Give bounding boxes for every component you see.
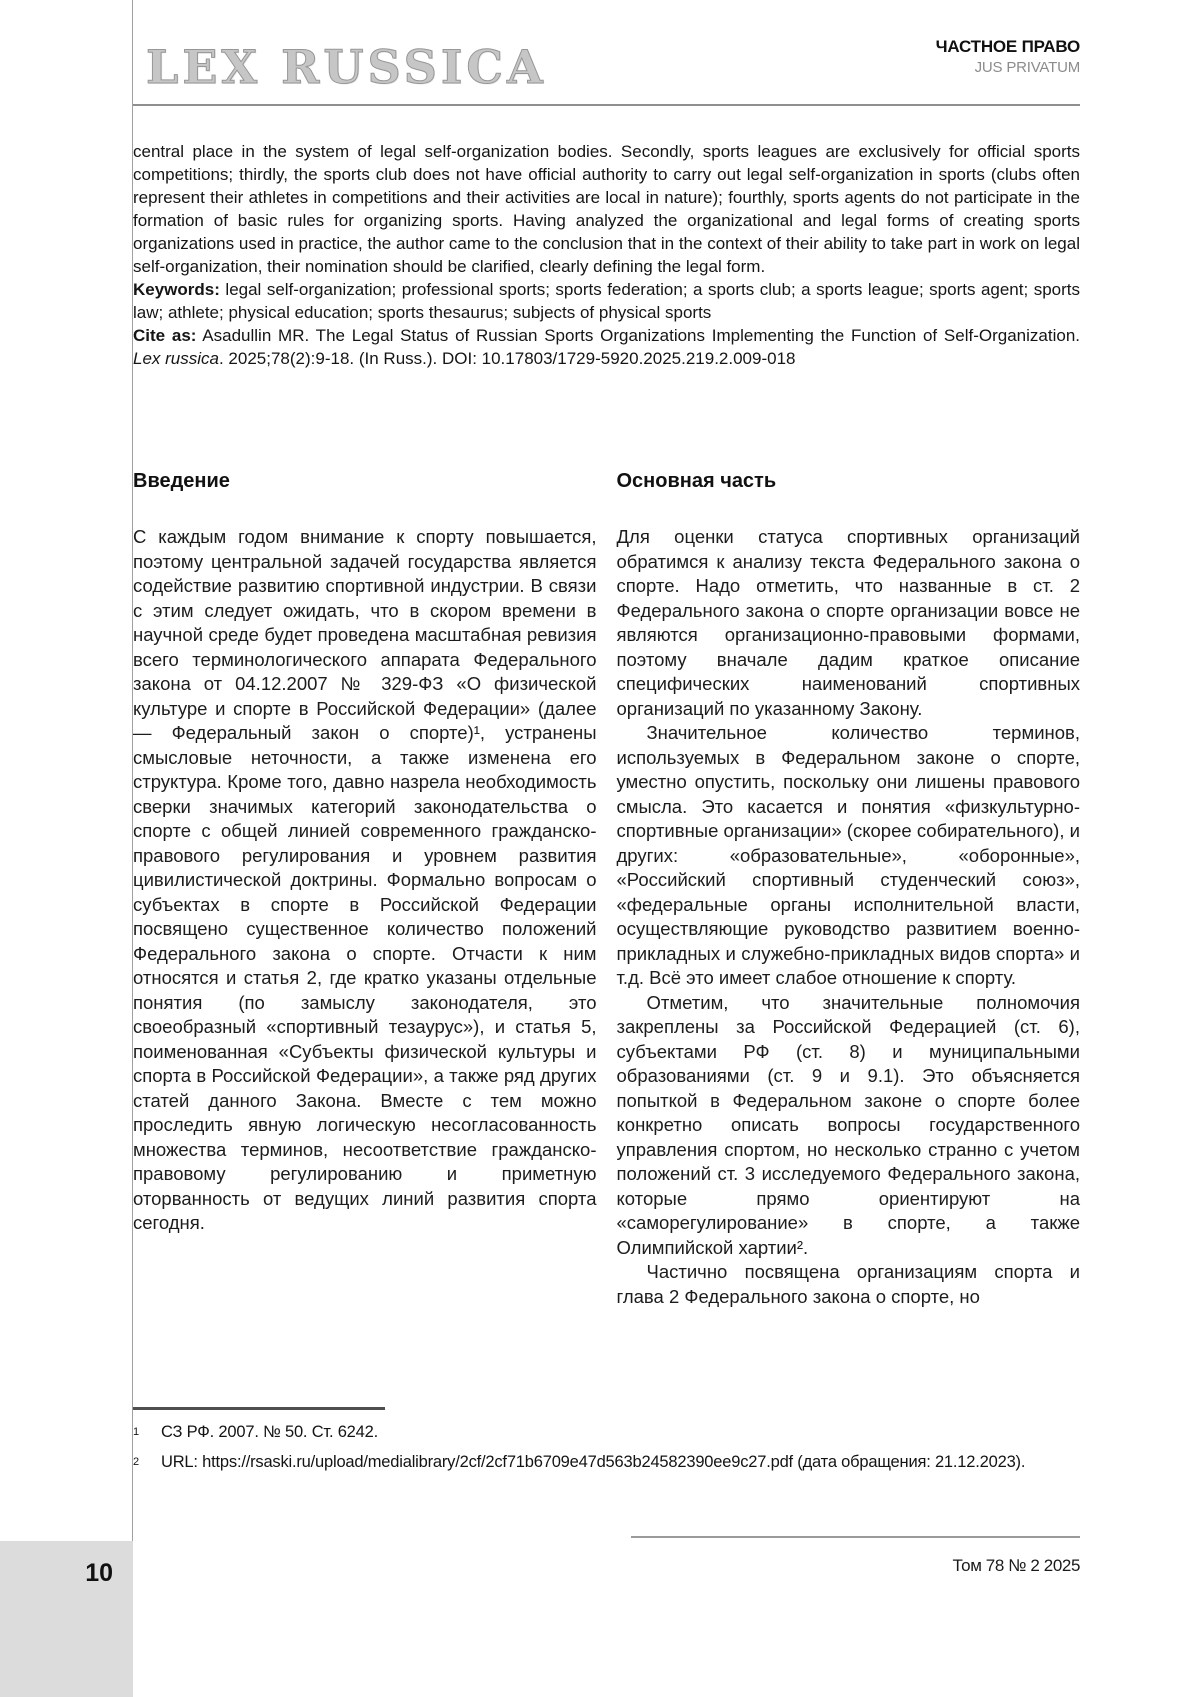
footnote-text: URL: https://rsaski.ru/upload/medialibrary/2cf/2cf71b6709e47d563b24582390ee9c27.pdf (дата обращения: 21.12.2023). (161, 1452, 1026, 1471)
abstract-text: central place in the system of legal self-organization bodies. Secondly, sports leagues are exclusively for official sports competitions; thirdly, the sports club does not have official authority to carry out legal self-organization in sports (clubs often represent their athletes in competitions and their activities are local in nature); fourthly, sports agents do not participate in the formation of basic rules for organizing sports. Having analyzed the organizational and legal forms of creating sports organizations used in practice, the author came to the conclusion that in the context of their ability to take part in work on legal self-organization, their nomination should be clarified, clearly defining the legal form. (133, 142, 1080, 276)
keywords-line (133, 278, 1080, 324)
footnotes-block (133, 1420, 1080, 1479)
cite-text-1: Asadullin MR. The Legal Status of Russian Sports Organizations Implementing the Function of Self-Organization. (196, 326, 1080, 345)
footnote-item (133, 1420, 1080, 1450)
cite-text-2: . 2025;78(2):9-18. (In Russ.). DOI: 10.17803/1729-5920.2025.219.2.009-018 (218, 349, 796, 368)
cite-line (133, 324, 1080, 370)
main-part-paragraph: Значительное количество терминов, используемых в Федеральном законе о спорте, уместно опустить, поскольку они лишены правового смысла. Это касается и понятия «физкультурно-спортивные организации» (скорее собирательного), и других: «образовательные», «оборонные», «Российский спортивный студенческий союз», «федеральные органы исполнительной власти, осуществляющие руководство развитием военно-прикладных и служебно-прикладных видов спорта» и т.д. Всё это имеет слабое отношение к спорту. (616, 722, 1080, 988)
main-part-paragraph: Отметим, что значительные полномочия закреплены за Российской Федерацией (ст. 6), субъектами РФ (ст. 8) и муниципальными образованиями (ст. 9 и 9.1). Это объясняется попыткой в Федеральном законе о спорте более конкретно описать вопросы государственного управления спортом, но несколько странно с учетом положений ст. 3 исследуемого Федерального закона, которые прямо ориентируют на «саморегулирование» в спорте, а также Олимпийской хартии². (616, 991, 1080, 1258)
article-body (133, 470, 1080, 1309)
main-part-paragraph: Частично посвящена организациям спорта и глава 2 Федерального закона о спорте, но (616, 1261, 1080, 1307)
rubric-block (936, 36, 1080, 78)
footnote-item (133, 1450, 1080, 1480)
issue-label: Том 78 № 2 2025 (952, 1556, 1080, 1575)
footnote-marker: 2 (133, 1455, 140, 1468)
rubric-la: JUS PRIVATUM (974, 59, 1080, 77)
column-main-part (617, 470, 1081, 1309)
footnote-marker: 1 (133, 1426, 140, 1438)
cite-journal-italic: Lex russica (133, 349, 219, 368)
main-part-paragraph: Для оценки статуса спортивных организаций обратимся к анализу текста Федерального закона о спорте. Надо отметить, что названные в ст. 2 Федерального закона о спорте организации вовсе не являются организационно-правовыми формами, поэтому вначале дадим краткое описание специфических наименований спортивных организаций по указанному Закону. (616, 526, 1080, 719)
section-heading-main-part: Основная часть (616, 470, 777, 492)
header-rule (133, 104, 1080, 106)
rubric-ru: ЧАСТНОЕ ПРАВО (935, 37, 1080, 56)
journal-logo: LEX RUSSICA (146, 40, 547, 94)
introduction-paragraph: С каждым годом внимание к спорту повышается, поэтому центральной задачей государства является содействие развитию спортивной индустрии. В связи с этим следует ожидать, что в скором времени в научной среде будет проведена масштабная ревизия всего терминологического аппарата Федерального закона от 04.12.2007 № 329-ФЗ «О физической культуре и спорте в Российской Федерации» (далее — Федеральный закон о спорте)¹, устранены смысловые неточности, а также изменена его структура. Кроме того, давно назрела необходимость сверки значимых категорий законодательства о спорте с общей линией современного гражданско-правового регулирования и уровнем развития цивилистической доктрины. Формально вопросам о субъектах в спорте в Российской Федерации посвящено существенное количество положений Федерального закона о спорте. Отчасти к ним относятся и статья 2, где кратко указаны отдельные понятия (по замыслу законодателя, это своеобразный «спортивный тезаурус»), и статья 5, поименованная «Субъекты физической культуры и спорта в Российской Федерации», а также ряд других статей данного Закона. Вместе с тем можно проследить явную логическую несогласованность множества терминов, несоответствие гражданско-правовому регулированию и приметную оторванность от ведущих линий развития спорта сегодня. (133, 526, 597, 1233)
footnote-rule (133, 1407, 385, 1410)
page-number: 10 (85, 1559, 113, 1587)
section-heading-introduction: Введение (133, 470, 230, 492)
footnote-text: СЗ РФ. 2007. № 50. Ст. 6242. (161, 1423, 378, 1441)
keywords-text: legal self-organization; professional sports; sports federation; a sports club; a sports league; sports agent; sports law; athlete; physical education; sports thesaurus; subjects of physical sports (133, 280, 1080, 322)
abstract-block (133, 140, 1080, 370)
cite-label: Cite as: (133, 326, 197, 345)
page-number-block (0, 1541, 133, 1697)
column-introduction (133, 470, 597, 1309)
footer-rule (631, 1536, 1080, 1538)
keywords-label: Keywords: (133, 280, 220, 299)
